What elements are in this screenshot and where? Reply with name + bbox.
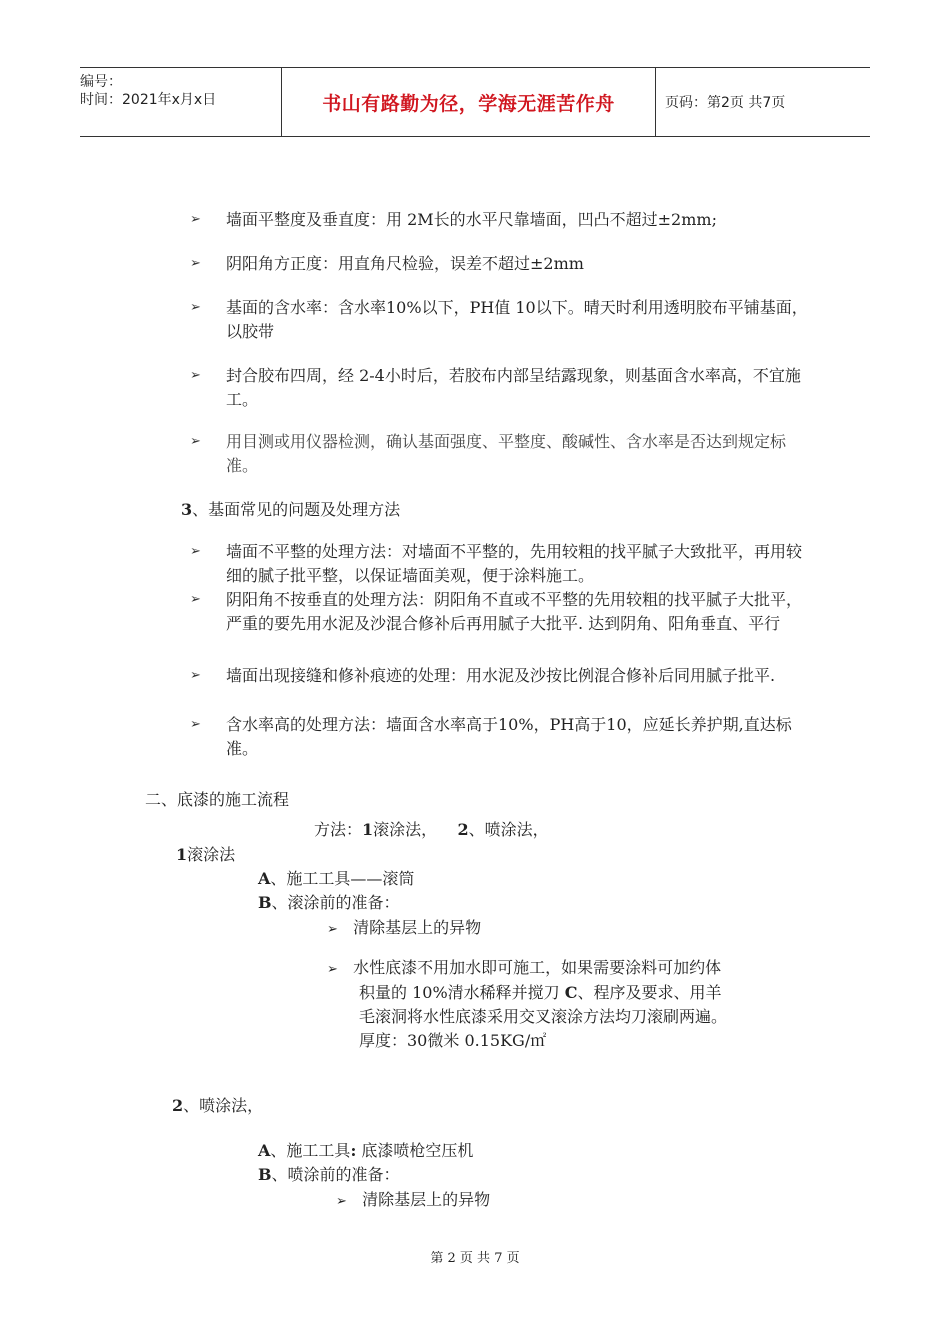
spray-prep-line: B、喷涂前的准备：: [258, 1165, 400, 1184]
arrow-bullet-icon: ➢: [190, 256, 201, 271]
arrow-bullet-icon: ➢: [190, 668, 201, 683]
date-label: 时间：2021年x月x日: [80, 92, 217, 108]
arrow-bullet-icon: ➢: [190, 212, 201, 227]
list-item: ➢ 水性底漆不用加水即可施工，如果需要涂料可加约体: [327, 958, 722, 977]
number-label: 编号：: [80, 74, 122, 90]
spray-tool-line: A、施工工具: 底漆喷枪空压机: [258, 1141, 474, 1160]
header-page-cell: [665, 68, 870, 136]
header-motto-cell: [281, 68, 656, 136]
list-item: ➢ 基面的含水率：含水率10%以下，PH值 10以下。晴天时利用透明胶布平铺基面，以胶带: [190, 298, 808, 341]
arrow-bullet-icon: ➢: [190, 434, 201, 449]
list-item: ➢ 用目测或用仪器检测，确认基面强度、平整度、酸碱性、含水率是否达到规定标准。: [190, 432, 787, 475]
arrow-bullet-icon: ➢: [190, 717, 201, 732]
arrow-bullet-icon: ➢: [190, 544, 201, 559]
arrow-bullet-icon: ➢: [190, 592, 201, 607]
paragraph-line: 积量的 10%清水稀释并搅刀 C、程序及要求、用羊: [359, 983, 722, 1002]
subsection-heading: 1滚涂法: [176, 845, 236, 864]
page-info: 页码：第2页 共7页: [665, 95, 786, 111]
list-item: ➢ 阴阳角方正度：用直角尺检验，误差不超过±2mm: [190, 252, 810, 276]
arrow-bullet-icon: ➢: [327, 922, 338, 937]
method-line: 方法：1滚涂法， 2、喷涂法，: [314, 820, 549, 839]
roll-tool-line: A、施工工具——滚筒: [258, 869, 415, 888]
list-item: ➢ 阴阳角不按垂直的处理方法：阴阳角不直或不平整的先用较粗的找平腻子大批平，严重的要先用水泥及沙混合修补后再用腻子大批平. 达到阴角、阳角垂直、平行: [190, 590, 803, 633]
roll-prep-line: B、滚涂前的准备：: [258, 893, 400, 912]
page-footer: 第 2 页 共 7 页: [430, 1251, 520, 1266]
arrow-bullet-icon: ➢: [336, 1194, 347, 1209]
arrow-bullet-icon: ➢: [190, 368, 201, 383]
arrow-bullet-icon: ➢: [327, 962, 338, 977]
list-item: ➢ 封合胶布四周，经 2-4小时后，若胶布内部呈结露现象，则基面含水率高，不宜施工。: [190, 366, 801, 409]
section-heading: 3、基面常见的问题及处理方法: [181, 500, 401, 519]
paragraph-line: 毛滚洞将水性底漆采用交叉滚涂方法均刀滚刷两遍。: [359, 1007, 728, 1026]
header-left-cell: [80, 68, 280, 136]
arrow-bullet-icon: ➢: [190, 300, 201, 315]
list-item: ➢ 清除基层上的异物: [336, 1190, 491, 1209]
paragraph-line: 厚度：30微米 0.15KG/㎡: [359, 1031, 547, 1050]
page-header: [80, 67, 870, 137]
list-item: ➢ 墙面不平整的处理方法：对墙面不平整的，先用较粗的找平腻子大致批平，再用较细的腻子批平整，以保证墙面美观，便于涂料施工。: [190, 542, 803, 585]
section-heading: 二、底漆的施工流程: [145, 790, 290, 809]
list-item: ➢ 清除基层上的异物: [327, 918, 482, 937]
motto-text: 书山有路勤为径，学海无涯苦作舟: [322, 92, 615, 115]
subsection-heading: 2、喷涂法，: [172, 1096, 264, 1115]
list-item: ➢ 墙面平整度及垂直度：用 2M长的水平尺靠墙面，凹凸不超过±2mm;: [190, 208, 810, 232]
list-item: ➢ 含水率高的处理方法：墙面含水率高于10%，PH高于10，应延长养护期,直达标准。: [190, 715, 792, 758]
list-item: ➢ 墙面出现接缝和修补痕迹的处理：用水泥及沙按比例混合修补后同用腻子批平.: [190, 664, 810, 688]
